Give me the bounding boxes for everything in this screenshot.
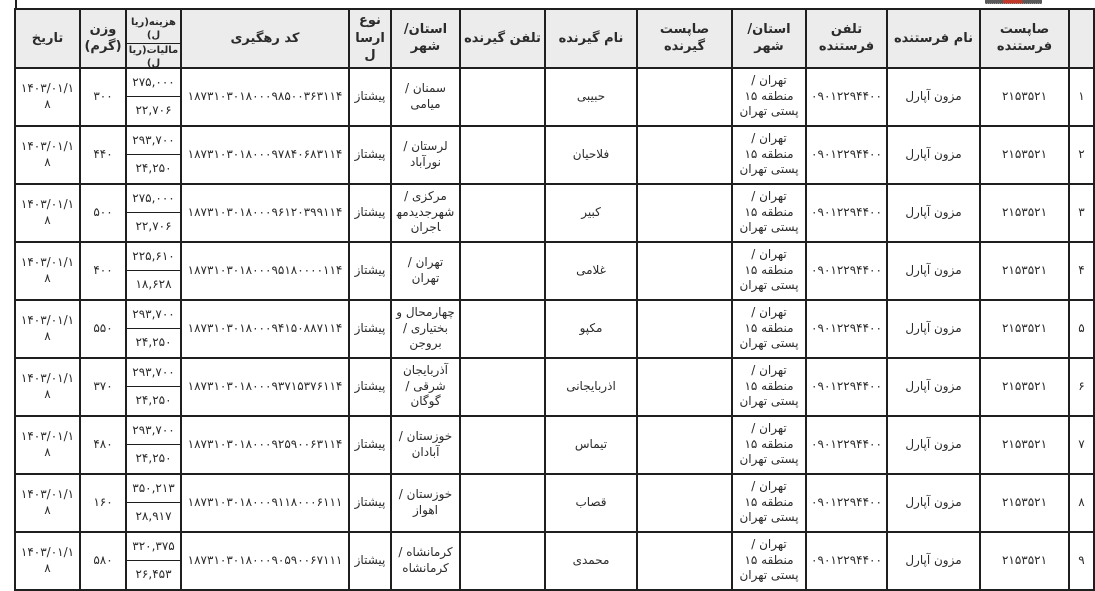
cell-weight: ۵۰۰ [80, 184, 126, 242]
cell-receiver-city: کرمانشاه / کرمانشاه [391, 532, 460, 590]
cell-receiver-name: قصاب [545, 474, 637, 532]
cell-tracking-code: ۱۸۷۳۱۰۳۰۱۸۰۰۰۹۶۱۲۰۳۹۹۱۱۴ [181, 184, 349, 242]
header-receiver-site: صاپست گیرنده [637, 9, 732, 68]
cell-sender-city: تهران / منطقه ۱۵ پستی تهران [732, 68, 806, 126]
cell-sender-phone: ۰۹۰۱۲۲۹۴۴۰۰ [806, 358, 887, 416]
cell-send-type: پیشتاز [349, 68, 391, 126]
cell-receiver-phone [460, 300, 545, 358]
cell-date: ۱۴۰۳/۰۱/۱۸ [15, 242, 80, 300]
cell-cost: ۲۹۳,۷۰۰ [127, 360, 180, 388]
cell-sender-name: مزون آپارل [887, 532, 980, 590]
cell-cost: ۲۲۵,۶۱۰ [127, 244, 180, 272]
cell-receiver-name: حبیبی [545, 68, 637, 126]
table-row [15, 300, 1094, 358]
cell-receiver-site [637, 300, 732, 358]
cell-sender-site: ۲۱۵۳۵۲۱ [980, 68, 1069, 126]
cell-sender-site: ۲۱۵۳۵۲۱ [980, 300, 1069, 358]
cell-date: ۱۴۰۳/۰۱/۱۸ [15, 184, 80, 242]
table-row [15, 416, 1094, 474]
cell-sender-name: مزون آپارل [887, 184, 980, 242]
cell-sender-city: تهران / منطقه ۱۵ پستی تهران [732, 358, 806, 416]
cell-row-num: ۸ [1069, 474, 1094, 532]
cell-sender-name: مزون آپارل [887, 358, 980, 416]
table-row [15, 242, 1094, 300]
cell-sender-name: مزون آپارل [887, 300, 980, 358]
cell-cost-tax [126, 300, 181, 358]
cell-cost-tax [126, 532, 181, 590]
cell-receiver-city: مرکزی / شهرجدیدمهاجران [391, 184, 460, 242]
header-send-type: نوع ارسال [349, 9, 391, 68]
cell-date: ۱۴۰۳/۰۱/۱۸ [15, 68, 80, 126]
cell-receiver-site [637, 358, 732, 416]
cell-send-type: پیشتاز [349, 532, 391, 590]
cell-tracking-code: ۱۸۷۳۱۰۳۰۱۸۰۰۰۹۳۷۱۵۳۷۶۱۱۴ [181, 358, 349, 416]
header-tracking-code: کد رهگیری [181, 9, 349, 68]
cell-tracking-code: ۱۸۷۳۱۰۳۰۱۸۰۰۰۹۴۱۵۰۸۸۷۱۱۴ [181, 300, 349, 358]
cell-sender-site: ۲۱۵۳۵۲۱ [980, 474, 1069, 532]
cell-tax: ۲۸,۹۱۷ [135, 508, 172, 523]
cell-send-type: پیشتاز [349, 242, 391, 300]
cell-tracking-code: ۱۸۷۳۱۰۳۰۱۸۰۰۰۹۱۱۸۰۰۰۶۱۱۱ [181, 474, 349, 532]
header-weight: وزن (گرم) [80, 9, 126, 68]
table-row [15, 184, 1094, 242]
cell-receiver-phone [460, 532, 545, 590]
cell-row-num: ۹ [1069, 532, 1094, 590]
header-date: تاریخ [15, 9, 80, 68]
cell-receiver-site [637, 474, 732, 532]
cell-sender-city: تهران / منطقه ۱۵ پستی تهران [732, 242, 806, 300]
cell-cost: ۲۹۳,۷۰۰ [127, 128, 180, 156]
cell-receiver-phone [460, 474, 545, 532]
cell-receiver-name: تیماس [545, 416, 637, 474]
cell-receiver-city: لرستان / نورآباد [391, 126, 460, 184]
cell-sender-city: تهران / منطقه ۱۵ پستی تهران [732, 474, 806, 532]
table-row [15, 532, 1094, 590]
cell-tax: ۲۲,۷۰۶ [135, 218, 172, 233]
cell-sender-phone: ۰۹۰۱۲۲۹۴۴۰۰ [806, 416, 887, 474]
header-tax: مالیات(ریال) [128, 44, 179, 70]
cell-cost: ۲۷۵,۰۰۰ [127, 186, 180, 214]
cell-row-num: ۷ [1069, 416, 1094, 474]
cell-receiver-site [637, 242, 732, 300]
table-row [15, 126, 1094, 184]
cell-weight: ۳۰۰ [80, 68, 126, 126]
cell-receiver-name: اذربایجانی [545, 358, 637, 416]
cell-sender-phone: ۰۹۰۱۲۲۹۴۴۰۰ [806, 474, 887, 532]
cell-send-type: پیشتاز [349, 474, 391, 532]
cell-sender-city: تهران / منطقه ۱۵ پستی تهران [732, 416, 806, 474]
cell-weight: ۴۴۰ [80, 126, 126, 184]
header-sender-phone: تلفن فرستنده [806, 9, 887, 68]
cell-date: ۱۴۰۳/۰۱/۱۸ [15, 300, 80, 358]
cell-receiver-name: فلاحیان [545, 126, 637, 184]
cell-receiver-city: خوزستان / اهواز [391, 474, 460, 532]
header-sender-site: صاپست فرستنده [980, 9, 1069, 68]
header-cost: هزینه(ریال) [127, 16, 180, 44]
cell-receiver-phone [460, 242, 545, 300]
header-cost-tax [126, 9, 181, 68]
header-receiver-phone: تلفن گیرنده [460, 9, 545, 68]
cell-cost-tax [126, 242, 181, 300]
cell-cost: ۳۲۰,۳۷۵ [127, 534, 180, 562]
cell-cost-tax [126, 416, 181, 474]
header-receiver-city: استان/ شهر [391, 9, 460, 68]
cell-weight: ۴۰۰ [80, 242, 126, 300]
cell-sender-phone: ۰۹۰۱۲۲۹۴۴۰۰ [806, 300, 887, 358]
cell-weight: ۱۶۰ [80, 474, 126, 532]
cell-sender-name: مزون آپارل [887, 474, 980, 532]
cell-tax: ۲۴,۲۵۰ [135, 450, 172, 465]
cell-receiver-phone [460, 126, 545, 184]
cell-tax: ۱۸,۶۲۸ [135, 276, 172, 291]
cell-sender-site: ۲۱۵۳۵۲۱ [980, 184, 1069, 242]
cell-receiver-phone [460, 416, 545, 474]
cell-receiver-name: محمدی [545, 532, 637, 590]
cell-sender-name: مزون آپارل [887, 68, 980, 126]
cell-receiver-city: خوزستان / آبادان [391, 416, 460, 474]
header-row-num [1069, 9, 1094, 68]
cell-row-num: ۴ [1069, 242, 1094, 300]
cell-weight: ۴۸۰ [80, 416, 126, 474]
cell-date: ۱۴۰۳/۰۱/۱۸ [15, 358, 80, 416]
cell-sender-phone: ۰۹۰۱۲۲۹۴۴۰۰ [806, 68, 887, 126]
cell-sender-city: تهران / منطقه ۱۵ پستی تهران [732, 126, 806, 184]
cell-sender-name: مزون آپارل [887, 126, 980, 184]
cell-sender-site: ۲۱۵۳۵۲۱ [980, 532, 1069, 590]
cell-receiver-site [637, 126, 732, 184]
cell-cost: ۲۹۳,۷۰۰ [127, 418, 180, 446]
header-sender-name: نام فرستنده [887, 9, 980, 68]
cell-date: ۱۴۰۳/۰۱/۱۸ [15, 126, 80, 184]
cell-receiver-city: چهارمحال و بختیاری / بروجن [391, 300, 460, 358]
cell-cost: ۳۵۰,۲۱۳ [127, 476, 180, 504]
cell-send-type: پیشتاز [349, 300, 391, 358]
cell-receiver-site [637, 68, 732, 126]
cell-receiver-site [637, 416, 732, 474]
cell-receiver-name: کبیر [545, 184, 637, 242]
header-receiver-name: نام گیرنده [545, 9, 637, 68]
cell-send-type: پیشتاز [349, 184, 391, 242]
cell-receiver-phone [460, 68, 545, 126]
shipments-body [15, 68, 1094, 590]
cell-sender-phone: ۰۹۰۱۲۲۹۴۴۰۰ [806, 184, 887, 242]
cell-receiver-city: آذربایجان شرقی / گوگان [391, 358, 460, 416]
cell-sender-site: ۲۱۵۳۵۲۱ [980, 416, 1069, 474]
cell-cost-tax [126, 68, 181, 126]
table-row [15, 474, 1094, 532]
cell-sender-name: مزون آپارل [887, 416, 980, 474]
cell-weight: ۵۸۰ [80, 532, 126, 590]
cell-tracking-code: ۱۸۷۳۱۰۳۰۱۸۰۰۰۹۰۵۹۰۰۶۷۱۱۱ [181, 532, 349, 590]
cell-sender-phone: ۰۹۰۱۲۲۹۴۴۰۰ [806, 242, 887, 300]
cell-receiver-city: سمنان / میامی [391, 68, 460, 126]
cell-sender-city: تهران / منطقه ۱۵ پستی تهران [732, 184, 806, 242]
cell-send-type: پیشتاز [349, 416, 391, 474]
cell-sender-city: تهران / منطقه ۱۵ پستی تهران [732, 300, 806, 358]
cell-send-type: پیشتاز [349, 126, 391, 184]
cell-receiver-city: تهران / تهران [391, 242, 460, 300]
cell-tracking-code: ۱۸۷۳۱۰۳۰۱۸۰۰۰۹۷۸۴۰۶۸۳۱۱۴ [181, 126, 349, 184]
cell-row-num: ۶ [1069, 358, 1094, 416]
cell-tax: ۲۴,۲۵۰ [135, 160, 172, 175]
clipped-red-text-fragment [985, 0, 1042, 4]
cell-receiver-name: غلامی [545, 242, 637, 300]
cell-receiver-site [637, 184, 732, 242]
cell-tracking-code: ۱۸۷۳۱۰۳۰۱۸۰۰۰۹۲۵۹۰۰۶۳۱۱۴ [181, 416, 349, 474]
cell-cost-tax [126, 126, 181, 184]
cell-cost: ۲۹۳,۷۰۰ [127, 302, 180, 330]
table-row [15, 358, 1094, 416]
cell-sender-name: مزون آپارل [887, 242, 980, 300]
cell-sender-phone: ۰۹۰۱۲۲۹۴۴۰۰ [806, 532, 887, 590]
cell-tax: ۲۴,۲۵۰ [135, 334, 172, 349]
cell-cost-tax [126, 184, 181, 242]
cell-tax: ۲۴,۲۵۰ [135, 392, 172, 407]
cell-row-num: ۲ [1069, 126, 1094, 184]
table-row [15, 68, 1094, 126]
cell-sender-site: ۲۱۵۳۵۲۱ [980, 358, 1069, 416]
header-sender-city: استان/ شهر [732, 9, 806, 68]
cell-sender-city: تهران / منطقه ۱۵ پستی تهران [732, 532, 806, 590]
cell-date: ۱۴۰۳/۰۱/۱۸ [15, 416, 80, 474]
cell-weight: ۵۵۰ [80, 300, 126, 358]
cell-tracking-code: ۱۸۷۳۱۰۳۰۱۸۰۰۰۹۸۵۰۰۳۶۳۱۱۴ [181, 68, 349, 126]
cell-sender-phone: ۰۹۰۱۲۲۹۴۴۰۰ [806, 126, 887, 184]
cell-receiver-phone [460, 184, 545, 242]
cell-cost: ۲۷۵,۰۰۰ [127, 70, 180, 98]
cell-row-num: ۱ [1069, 68, 1094, 126]
cell-receiver-phone [460, 358, 545, 416]
cell-send-type: پیشتاز [349, 358, 391, 416]
cell-tax: ۲۶,۴۵۳ [135, 566, 172, 581]
cell-receiver-site [637, 532, 732, 590]
cell-tracking-code: ۱۸۷۳۱۰۳۰۱۸۰۰۰۹۵۱۸۰۰۰۰۱۱۴ [181, 242, 349, 300]
cell-row-num: ۳ [1069, 184, 1094, 242]
cell-weight: ۳۷۰ [80, 358, 126, 416]
cell-sender-site: ۲۱۵۳۵۲۱ [980, 242, 1069, 300]
cell-date: ۱۴۰۳/۰۱/۱۸ [15, 532, 80, 590]
cell-tax: ۲۲,۷۰۶ [135, 102, 172, 117]
cell-receiver-name: مکپو [545, 300, 637, 358]
cell-date: ۱۴۰۳/۰۱/۱۸ [15, 474, 80, 532]
table-header [15, 9, 1094, 68]
shipments-table [14, 8, 1095, 591]
cell-sender-site: ۲۱۵۳۵۲۱ [980, 126, 1069, 184]
cell-row-num: ۵ [1069, 300, 1094, 358]
cell-cost-tax [126, 474, 181, 532]
cell-cost-tax [126, 358, 181, 416]
